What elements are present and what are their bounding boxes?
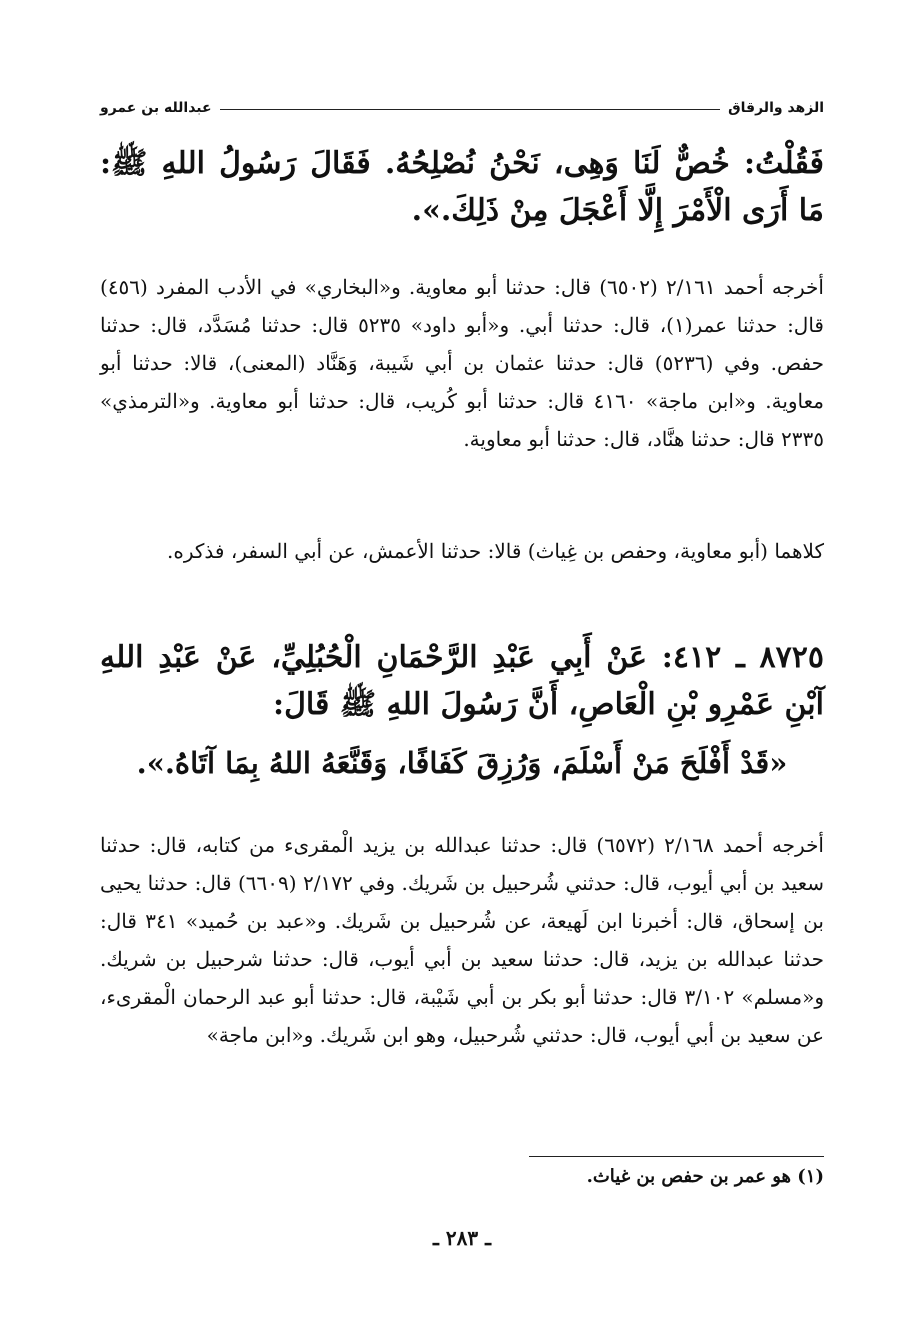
hadith-412-intro: ٨٧٢٥ ـ ٤١٢: عَنْ أَبِي عَبْدِ الرَّحْمَانِ الْحُبُلِيِّ، عَنْ عَبْدِ اللهِ آبْنِ عَمْرِو بْنِ الْعَاصِ، أَنَّ رَسُولَ اللهِ ﷺ قَالَ: — [100, 640, 824, 722]
page-number: ـ ٢٨٣ ـ — [433, 1226, 491, 1250]
takhrij-paragraph-1: أخرجه أحمد ٢/١٦١ (٦٥٠٢) قال: حدثنا أبو معاوية. و«البخاري» في الأدب المفرد (٤٥٦) قال: حدثنا عمر(١)، قال: حدثنا أبي. و«أبو داود» ٥٢٣٥ قال: حدثنا مُسَدَّد، قال: حدثنا حفص. وفي (٥٢٣٦) قال: حدثنا عثمان بن أبي شَيبة، وَهَنَّاد (المعنى)، قالا: حدثنا أبو معاوية. و«ابن ماجة» ٤١٦٠ قال: حدثنا أبو كُريب، قال: حدثنا أبو معاوية. و«الترمذي» ٢٣٣٥ قال: حدثنا هنَّاد، قال: حدثنا أبو معاوية. — [100, 275, 825, 451]
hadith-continuation: فَقُلْتُ: خُصٌّ لَنَا وَهِى، نَحْنُ نُصْلِحُهُ. فَقَالَ رَسُولُ اللهِ ﷺ: مَا أَرَى الْأَمْرَ إِلَّا أَعْجَلَ مِنْ ذَلِكَ.». — [100, 146, 824, 228]
section-title: عبدالله بن عمرو — [100, 100, 212, 116]
running-header — [100, 86, 824, 116]
header-rule — [220, 109, 721, 110]
takhrij-paragraph-2: كلاهما (أبو معاوية، وحفص بن غِياث) قالا: حدثنا الأعمش، عن أبي السفر، فذكره. — [167, 539, 824, 563]
book-title: الزهد والرقاق — [728, 100, 824, 116]
footnote-rule — [529, 1156, 824, 1157]
takhrij-paragraph-3: أخرجه أحمد ٢/١٦٨ (٦٥٧٢) قال: حدثنا عبدالله بن يزيد الْمقرىء من كتابه، قال: حدثنا سعيد بن أبي أيوب، قال: حدثني شُرحبيل بن شَريك. وفي ٢/١٧٢ (٦٦٠٩) قال: حدثنا يحيى بن إسحاق، قال: أخبرنا ابن لَهيعة، عن شُرحبيل بن شَريك. و«عبد بن حُميد» ٣٤١ قال: حدثنا عبدالله بن يزيد، قال: حدثنا سعيد بن أبي أيوب، قال: حدثنا شرحبيل بن شريك. و«مسلم» ٣/١٠٢ قال: حدثنا أبو بكر بن أبي شَيْبة، قال: حدثنا أبو عبد الرحمان الْمقرىء، عن سعيد بن أبي أيوب، قال: حدثني شُرحبيل، وهو ابن شَريك. و«ابن ماجة» — [100, 833, 824, 1047]
footnote: (١) هو عمر بن حفص بن غياث. — [586, 1166, 824, 1187]
hadith-412-text: «قَدْ أَفْلَحَ مَنْ أَسْلَمَ، وَرُزِقَ كَفَافًا، وَقَنَّعَهُ اللهُ بِمَا آتَاهُ.». — [136, 746, 788, 780]
